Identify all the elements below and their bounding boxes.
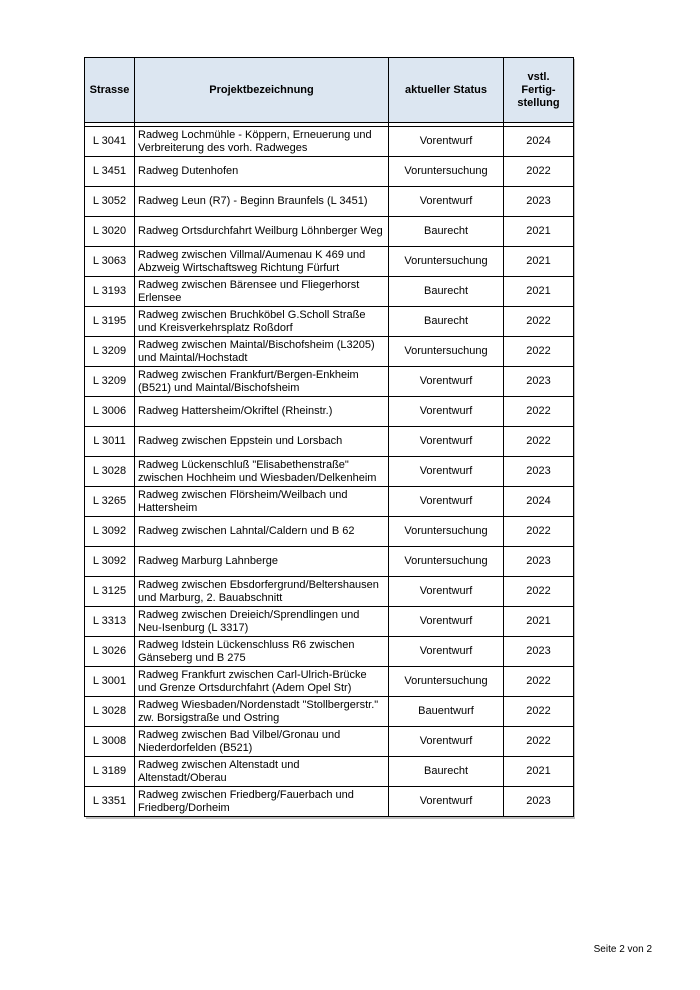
cell-strasse: L 3265 [85,487,135,517]
cell-strasse: L 3195 [85,307,135,337]
table-row [85,427,574,457]
cell-projekt: Radweg zwischen Maintal/Bischofsheim (L3205) und Maintal/Hochstadt [135,337,389,367]
cell-projekt: Radweg zwischen Bad Vilbel/Gronau und Niederdorfelden (B521) [135,727,389,757]
cell-status: Baurecht [389,307,504,337]
cell-strasse: L 3041 [85,127,135,157]
header-strasse: Strasse [85,58,135,123]
header-status: aktueller Status [389,58,504,123]
cell-status: Vorentwurf [389,457,504,487]
cell-fertigstellung: 2024 [504,487,574,517]
cell-strasse: L 3209 [85,337,135,367]
cell-projekt: Radweg zwischen Altenstadt und Altenstadt/Oberau [135,757,389,787]
cell-status: Baurecht [389,277,504,307]
cell-projekt: Radweg Leun (R7) - Beginn Braunfels (L 3451) [135,187,389,217]
cell-fertigstellung: 2022 [504,697,574,727]
projects-table-wrapper [84,57,573,817]
cell-fertigstellung: 2023 [504,787,574,817]
cell-strasse: L 3092 [85,517,135,547]
cell-fertigstellung: 2021 [504,277,574,307]
cell-strasse: L 3028 [85,697,135,727]
table-row [85,337,574,367]
table-row [85,607,574,637]
table-row [85,397,574,427]
table-row [85,757,574,787]
table-row [85,517,574,547]
cell-status: Vorentwurf [389,367,504,397]
table-row [85,457,574,487]
cell-projekt: Radweg zwischen Lahntal/Caldern und B 62 [135,517,389,547]
cell-fertigstellung: 2022 [504,397,574,427]
cell-strasse: L 3006 [85,397,135,427]
cell-fertigstellung: 2023 [504,457,574,487]
table-row [85,667,574,697]
cell-fertigstellung: 2022 [504,517,574,547]
cell-fertigstellung: 2021 [504,757,574,787]
cell-fertigstellung: 2024 [504,127,574,157]
table-row [85,307,574,337]
cell-projekt: Radweg zwischen Bruchköbel G.Scholl Straße und Kreisverkehrsplatz Roßdorf [135,307,389,337]
table-row [85,247,574,277]
cell-status: Voruntersuchung [389,247,504,277]
table-row [85,187,574,217]
cell-status: Voruntersuchung [389,667,504,697]
cell-projekt: Radweg zwischen Frankfurt/Bergen-Enkheim (B521) und Maintal/Bischofsheim [135,367,389,397]
table-header-row [85,58,574,123]
projects-table [84,57,574,817]
cell-projekt: Radweg zwischen Eppstein und Lorsbach [135,427,389,457]
cell-status: Voruntersuchung [389,547,504,577]
cell-fertigstellung: 2023 [504,547,574,577]
cell-strasse: L 3125 [85,577,135,607]
cell-status: Vorentwurf [389,397,504,427]
header-fertigstellung: vstl. Fertig-stellung [504,58,574,123]
cell-projekt: Radweg zwischen Bärensee und Fliegerhorst Erlensee [135,277,389,307]
cell-status: Vorentwurf [389,607,504,637]
cell-projekt: Radweg Ortsdurchfahrt Weilburg Löhnberger Weg [135,217,389,247]
cell-projekt: Radweg zwischen Dreieich/Sprendlingen und Neu-Isenburg (L 3317) [135,607,389,637]
cell-fertigstellung: 2023 [504,367,574,397]
cell-projekt: Radweg Marburg Lahnberge [135,547,389,577]
cell-fertigstellung: 2022 [504,427,574,457]
cell-strasse: L 3193 [85,277,135,307]
table-row [85,217,574,247]
cell-projekt: Radweg Lückenschluß "Elisabethenstraße" zwischen Hochheim und Wiesbaden/Delkenheim [135,457,389,487]
table-row [85,577,574,607]
header-projektbezeichnung: Projektbezeichnung [135,58,389,123]
cell-strasse: L 3028 [85,457,135,487]
cell-status: Baurecht [389,757,504,787]
cell-strasse: L 3052 [85,187,135,217]
cell-fertigstellung: 2022 [504,157,574,187]
cell-projekt: Radweg zwischen Villmal/Aumenau K 469 und Abzweig Wirtschaftsweg Richtung Fürfurt [135,247,389,277]
cell-strasse: L 3063 [85,247,135,277]
cell-status: Baurecht [389,217,504,247]
cell-status: Vorentwurf [389,787,504,817]
cell-fertigstellung: 2022 [504,667,574,697]
cell-projekt: Radweg Lochmühle - Köppern, Erneuerung und Verbreiterung des vorh. Radweges [135,127,389,157]
table-row [85,487,574,517]
cell-strasse: L 3451 [85,157,135,187]
cell-status: Bauentwurf [389,697,504,727]
cell-projekt: Radweg zwischen Friedberg/Fauerbach und Friedberg/Dorheim [135,787,389,817]
cell-strasse: L 3313 [85,607,135,637]
cell-strasse: L 3011 [85,427,135,457]
cell-status: Vorentwurf [389,727,504,757]
cell-projekt: Radweg Dutenhofen [135,157,389,187]
cell-status: Voruntersuchung [389,337,504,367]
cell-status: Vorentwurf [389,637,504,667]
cell-fertigstellung: 2023 [504,187,574,217]
cell-status: Vorentwurf [389,577,504,607]
cell-projekt: Radweg Idstein Lückenschluss R6 zwischen Gänseberg und B 275 [135,637,389,667]
table-row [85,697,574,727]
cell-strasse: L 3020 [85,217,135,247]
cell-fertigstellung: 2022 [504,577,574,607]
cell-fertigstellung: 2022 [504,727,574,757]
cell-status: Vorentwurf [389,187,504,217]
cell-fertigstellung: 2021 [504,247,574,277]
cell-fertigstellung: 2021 [504,607,574,637]
cell-strasse: L 3026 [85,637,135,667]
cell-strasse: L 3189 [85,757,135,787]
cell-status: Vorentwurf [389,427,504,457]
table-row [85,787,574,817]
cell-strasse: L 3001 [85,667,135,697]
cell-status: Vorentwurf [389,487,504,517]
table-row [85,547,574,577]
table-row [85,157,574,187]
cell-status: Voruntersuchung [389,157,504,187]
table-row [85,727,574,757]
cell-projekt: Radweg zwischen Flörsheim/Weilbach und Hattersheim [135,487,389,517]
table-row [85,637,574,667]
table-row [85,367,574,397]
cell-strasse: L 3209 [85,367,135,397]
cell-projekt: Radweg Wiesbaden/Nordenstadt "Stollbergerstr." zw. Borsigstraße und Ostring [135,697,389,727]
cell-status: Vorentwurf [389,127,504,157]
cell-status: Voruntersuchung [389,517,504,547]
cell-strasse: L 3008 [85,727,135,757]
cell-fertigstellung: 2022 [504,307,574,337]
cell-strasse: L 3351 [85,787,135,817]
cell-projekt: Radweg Frankfurt zwischen Carl-Ulrich-Brücke und Grenze Ortsdurchfahrt (Adem Opel Str) [135,667,389,697]
cell-projekt: Radweg zwischen Ebsdorfergrund/Beltershausen und Marburg, 2. Bauabschnitt [135,577,389,607]
table-row [85,127,574,157]
table-row [85,277,574,307]
cell-strasse: L 3092 [85,547,135,577]
page-number: Seite 2 von 2 [593,944,652,955]
table-body [85,123,574,817]
cell-fertigstellung: 2021 [504,217,574,247]
cell-fertigstellung: 2022 [504,337,574,367]
cell-projekt: Radweg Hattersheim/Okriftel (Rheinstr.) [135,397,389,427]
cell-fertigstellung: 2023 [504,637,574,667]
